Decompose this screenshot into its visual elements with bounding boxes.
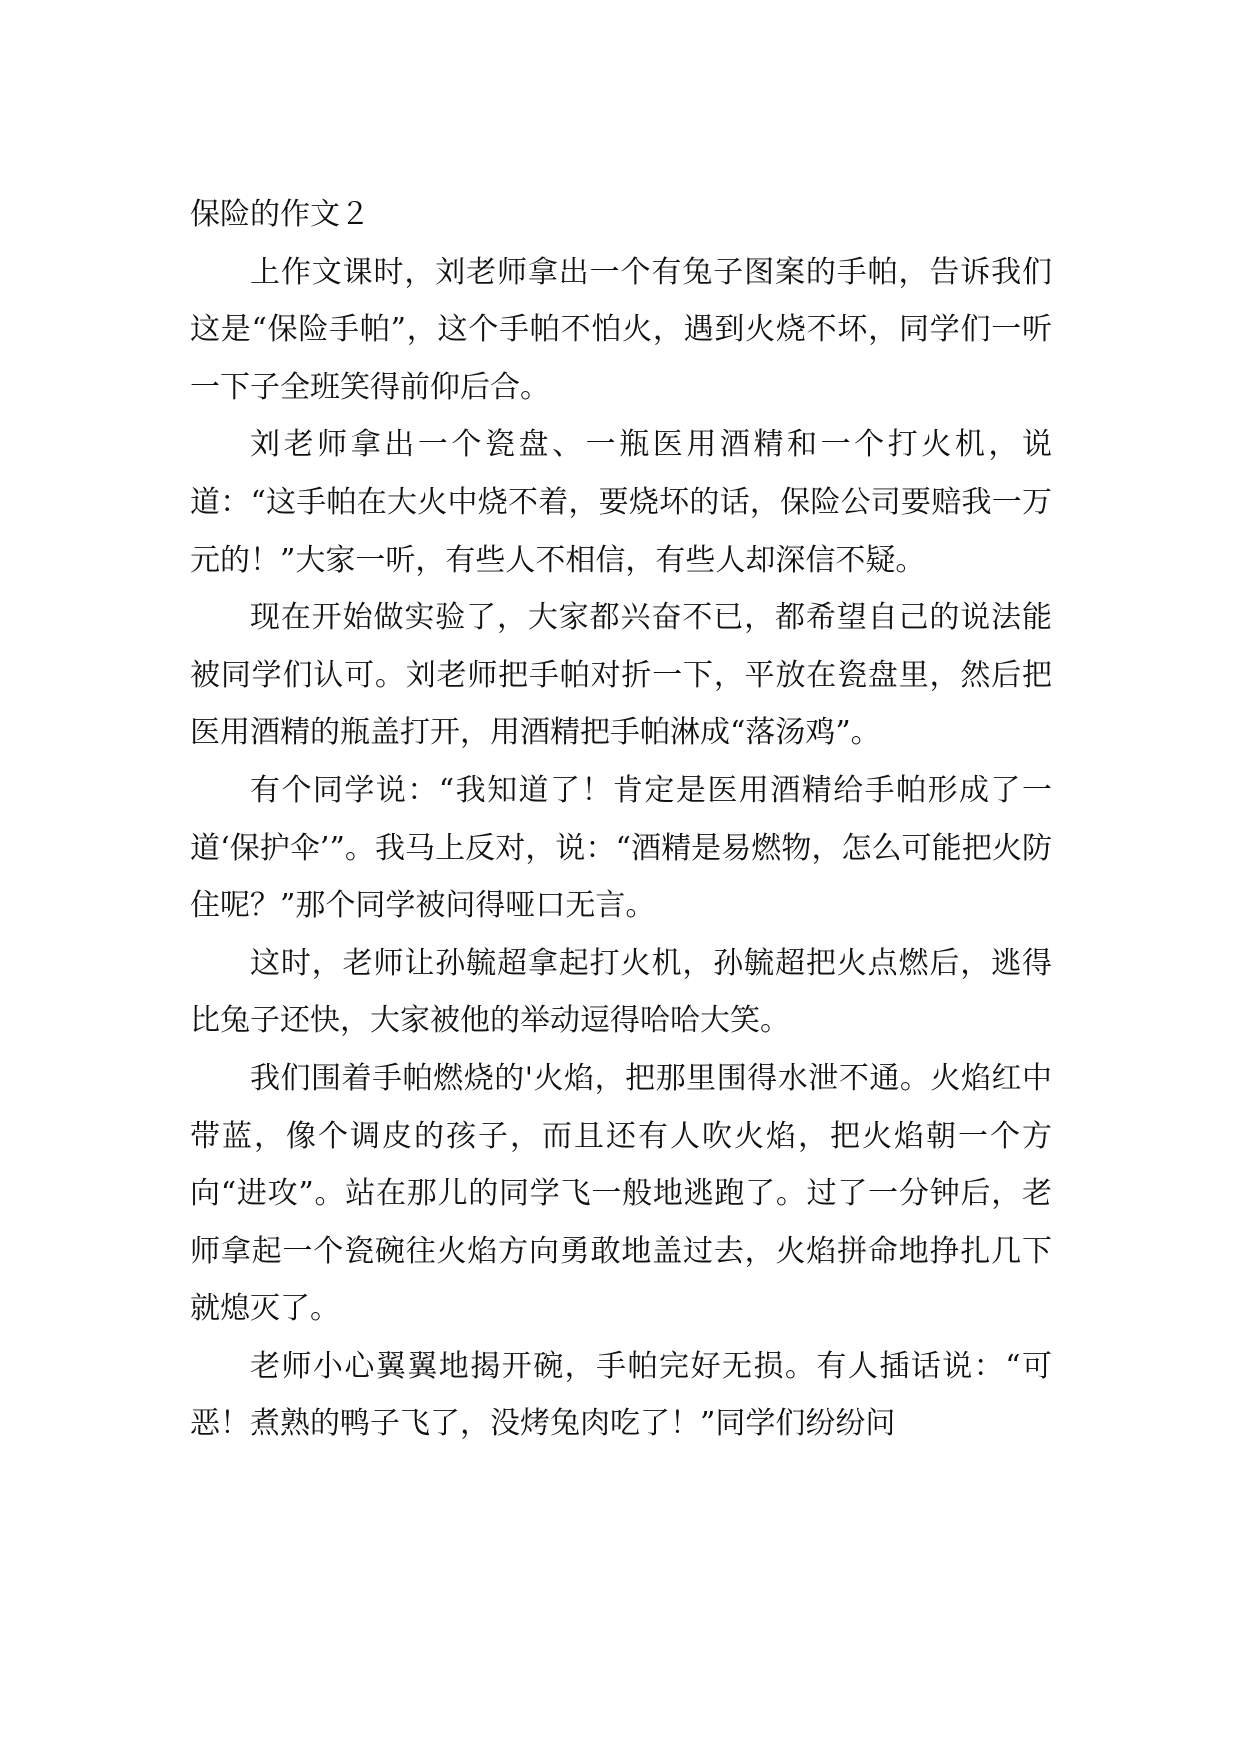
paragraph-5: 这时，老师让孙毓超拿起打火机，孙毓超把火点燃后，逃得比兔子还快，大家被他的举动逗得哈哈大笑。 xyxy=(190,945,1052,1039)
document-title: 保险的作文２ xyxy=(190,197,370,232)
document-body xyxy=(190,186,1052,1453)
paragraph-1: 上作文课时，刘老师拿出一个有兔子图案的手帕，告诉我们这是“保险手帕”，这个手帕不怕火，遇到火烧不坏，同学们一听一下子全班笑得前仰后合。 xyxy=(190,254,1052,405)
paragraph-2: 刘老师拿出一个瓷盘、一瓶医用酒精和一个打火机，说道：“这手帕在大火中烧不着，要烧坏的话，保险公司要赔我一万元的！”大家一听，有些人不相信，有些人却深信不疑。 xyxy=(190,427,1052,578)
paragraph-7: 老师小心翼翼地揭开碗，手帕完好无损。有人插话说：“可恶！煮熟的鸭子飞了，没烤兔肉吃了！”同学们纷纷问 xyxy=(190,1348,1052,1442)
paragraph-6: 我们围着手帕燃烧的'火焰，把那里围得水泄不通。火焰红中带蓝，像个调皮的孩子，而且还有人吹火焰，把火焰朝一个方向“进攻”。站在那儿的同学飞一般地逃跑了。过了一分钟后，老师拿起一个瓷碗往火焰方向勇敢地盖过去，火焰拼命地挣扎几下就熄灭了。 xyxy=(190,1060,1052,1327)
paragraph-4: 有个同学说：“我知道了！肯定是医用酒精给手帕形成了一道‘保护伞’”。我马上反对，说：“酒精是易燃物，怎么可能把火防住呢？”那个同学被问得哑口无言。 xyxy=(190,772,1052,924)
paragraph-3: 现在开始做实验了，大家都兴奋不已，都希望自己的说法能被同学们认可。刘老师把手帕对折一下，平放在瓷盘里，然后把医用酒精的瓶盖打开，用酒精把手帕淋成“落汤鸡”。 xyxy=(190,600,1052,751)
